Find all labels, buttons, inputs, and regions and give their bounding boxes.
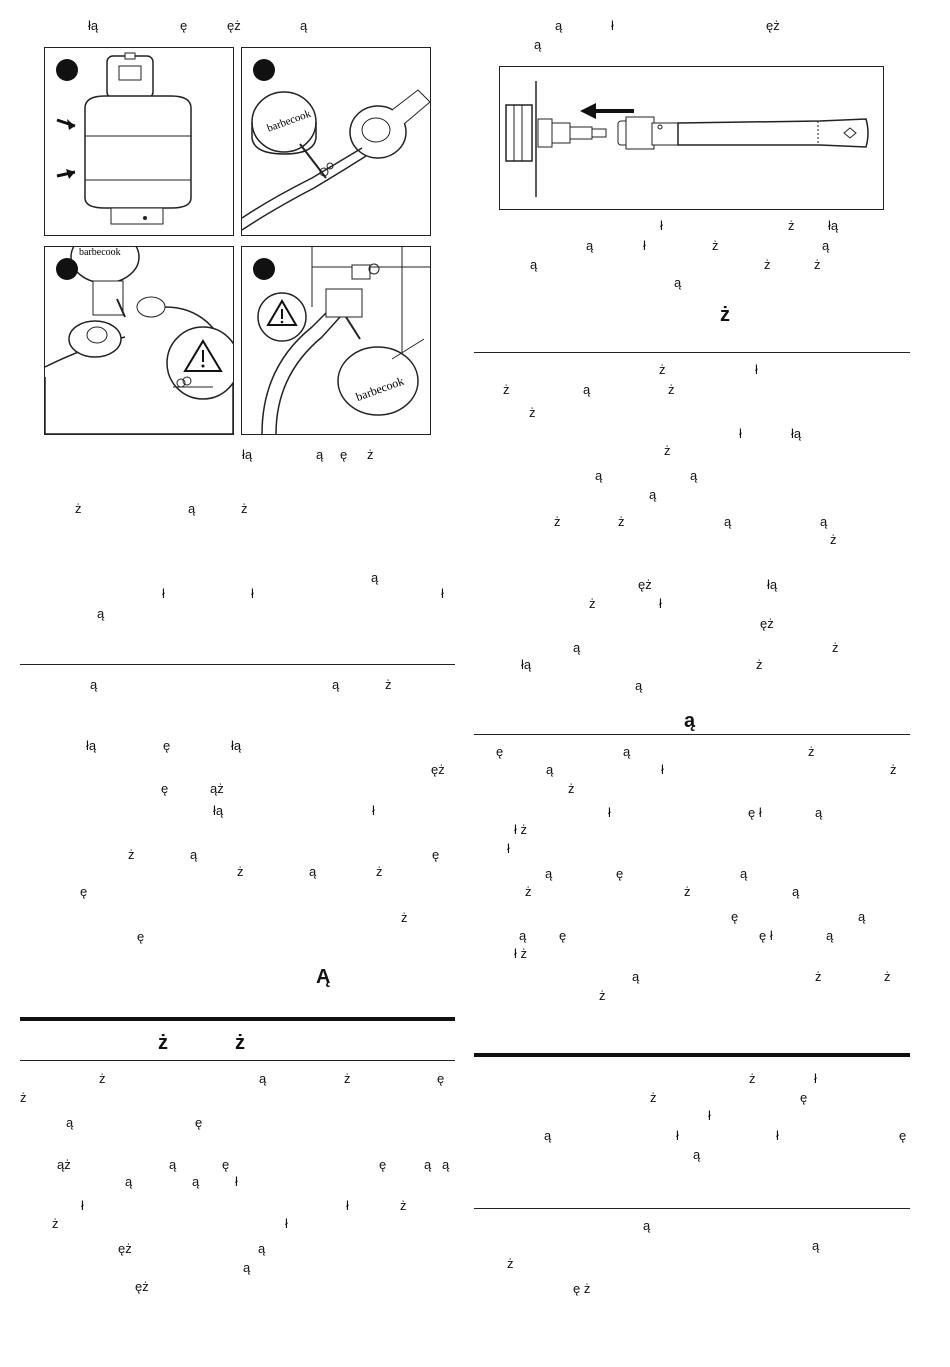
text-fragment: ż <box>650 1090 657 1105</box>
text-fragment: ł <box>608 805 611 820</box>
text-fragment: ą <box>169 1157 177 1172</box>
text-fragment: ą <box>259 1071 267 1086</box>
text-fragment: ę ł <box>759 928 773 943</box>
text-fragment: ą <box>740 866 748 881</box>
text-fragment: ą <box>623 744 631 759</box>
text-fragment: ą <box>188 501 196 516</box>
text-fragment: ą <box>815 805 823 820</box>
text-fragment: ą <box>519 928 527 943</box>
text-fragment: ł <box>643 238 646 253</box>
text-fragment: ł <box>708 1108 711 1123</box>
text-fragment: ż <box>554 514 561 529</box>
text-fragment: ł <box>755 362 758 377</box>
brand-text: barbecook <box>265 107 313 135</box>
text-fragment: ęż <box>766 18 780 33</box>
text-fragment: ż <box>20 1090 27 1105</box>
section-divider <box>474 1208 910 1209</box>
text-fragment: ł <box>611 18 614 33</box>
text-fragment: ą <box>546 762 554 777</box>
text-fragment: ł <box>659 596 662 611</box>
text-fragment: ą <box>632 969 640 984</box>
text-fragment: ł <box>235 1174 238 1189</box>
illustration-regulator-warning <box>44 246 234 435</box>
text-fragment: ą <box>316 447 324 462</box>
text-fragment: ę <box>437 1071 445 1086</box>
text-fragment: ż <box>808 744 815 759</box>
text-fragment: ł <box>372 803 375 818</box>
text-fragment: łą <box>828 218 839 233</box>
text-fragment: ż <box>589 596 596 611</box>
text-fragment: łą <box>88 18 99 33</box>
text-fragment: ł <box>346 1198 349 1213</box>
text-fragment: ę <box>180 18 188 33</box>
text-fragment: ż <box>814 257 821 272</box>
illustration-hose-connection-warning <box>241 246 431 435</box>
text-fragment: ą <box>826 928 834 943</box>
text-fragment: ą <box>544 1128 552 1143</box>
text-fragment: ą <box>693 1147 701 1162</box>
section-heading: ż <box>720 304 730 326</box>
text-fragment: łą <box>86 738 97 753</box>
text-fragment: ł <box>162 586 165 601</box>
text-fragment: ę ż <box>573 1281 591 1296</box>
text-fragment: ą <box>190 847 198 862</box>
text-fragment: ż <box>385 677 392 692</box>
text-fragment: ą <box>424 1157 432 1172</box>
text-fragment: ż <box>568 781 575 796</box>
text-fragment: ę <box>559 928 567 943</box>
text-fragment: ę <box>379 1157 387 1172</box>
text-fragment: łą <box>231 738 242 753</box>
text-fragment: ł <box>285 1216 288 1231</box>
section-divider <box>20 1060 455 1061</box>
brand-text: barbecook <box>79 247 121 258</box>
text-fragment: ęż <box>135 1279 149 1294</box>
text-fragment: ł <box>776 1128 779 1143</box>
text-fragment: ę <box>340 447 348 462</box>
text-fragment: ąż <box>57 1157 71 1172</box>
text-fragment: ęż <box>760 616 774 631</box>
text-fragment: ę <box>222 1157 230 1172</box>
text-fragment: ą <box>258 1241 266 1256</box>
text-fragment: ł <box>81 1198 84 1213</box>
text-fragment: ąż <box>210 781 224 796</box>
text-fragment: ą <box>90 677 98 692</box>
text-fragment: ęż <box>227 18 241 33</box>
text-fragment: ą <box>125 1174 133 1189</box>
text-fragment: ą <box>555 18 563 33</box>
text-fragment: ą <box>822 238 830 253</box>
text-fragment: ł <box>676 1128 679 1143</box>
section-divider <box>474 734 910 735</box>
text-fragment: ą <box>192 1174 200 1189</box>
section-divider-thick <box>20 1017 455 1021</box>
text-fragment: ą <box>643 1218 651 1233</box>
text-fragment: ę ł <box>748 805 762 820</box>
text-fragment: ęż <box>638 577 652 592</box>
text-fragment: łą <box>213 803 224 818</box>
text-fragment: ż <box>507 1256 514 1271</box>
text-fragment: ą <box>674 275 682 290</box>
text-fragment: łą <box>242 447 253 462</box>
text-fragment: ą <box>300 18 308 33</box>
text-fragment: ż <box>503 382 510 397</box>
text-fragment: ł <box>739 426 742 441</box>
text-fragment: ą <box>332 677 340 692</box>
text-fragment: ę <box>195 1115 203 1130</box>
text-fragment: ę <box>731 909 739 924</box>
text-fragment: ę <box>899 1128 907 1143</box>
text-fragment: ą <box>97 606 105 621</box>
section-heading: ą <box>684 710 696 732</box>
text-fragment: ż <box>684 884 691 899</box>
section-divider <box>20 664 455 665</box>
text-fragment: ż <box>830 532 837 547</box>
text-fragment: ł <box>507 841 510 856</box>
text-fragment: ż <box>75 501 82 516</box>
text-fragment: ą <box>635 678 643 693</box>
illustration-burner-tube <box>499 66 884 210</box>
text-fragment: ż <box>525 884 532 899</box>
text-fragment: ą <box>792 884 800 899</box>
text-fragment: ą <box>724 514 732 529</box>
text-fragment: ł ż <box>514 946 527 961</box>
text-fragment: ż <box>668 382 675 397</box>
text-fragment: ż <box>99 1071 106 1086</box>
text-fragment: ż <box>832 640 839 655</box>
text-fragment: ą <box>66 1115 74 1130</box>
text-fragment: ż <box>890 762 897 777</box>
text-fragment: ą <box>812 1238 820 1253</box>
text-fragment: ą <box>243 1260 251 1275</box>
text-fragment: ę <box>432 847 440 862</box>
text-fragment: łą <box>791 426 802 441</box>
text-fragment: ż <box>599 988 606 1003</box>
text-fragment: ż <box>401 910 408 925</box>
text-fragment: łą <box>767 577 778 592</box>
text-fragment: ę <box>616 866 624 881</box>
text-fragment: ą <box>545 866 553 881</box>
text-fragment: ż <box>884 969 891 984</box>
text-fragment: ęż <box>431 762 445 777</box>
text-fragment: ą <box>573 640 581 655</box>
section-heading: Ą <box>316 966 331 988</box>
section-heading: ż <box>235 1032 245 1054</box>
text-fragment: ł <box>660 218 663 233</box>
text-fragment: ż <box>618 514 625 529</box>
text-fragment: ż <box>344 1071 351 1086</box>
illustration-leak-test-brush <box>241 47 431 236</box>
text-fragment: ł <box>251 586 254 601</box>
text-fragment: ż <box>400 1198 407 1213</box>
text-fragment: ż <box>749 1071 756 1086</box>
text-fragment: ę <box>800 1090 808 1105</box>
section-divider <box>474 352 910 353</box>
text-fragment: ł <box>441 586 444 601</box>
text-fragment: ą <box>858 909 866 924</box>
text-fragment: łą <box>521 657 532 672</box>
text-fragment: ż <box>237 864 244 879</box>
text-fragment: ę <box>80 884 88 899</box>
text-fragment: ż <box>764 257 771 272</box>
section-heading: ż <box>158 1032 168 1054</box>
text-fragment: ż <box>529 405 536 420</box>
text-fragment: ł <box>661 762 664 777</box>
text-fragment: ż <box>815 969 822 984</box>
text-fragment: ą <box>586 238 594 253</box>
text-fragment: ż <box>376 864 383 879</box>
text-fragment: ł ż <box>514 822 527 837</box>
text-fragment: ą <box>649 487 657 502</box>
illustration-gas-bottle <box>44 47 234 236</box>
text-fragment: ł <box>814 1071 817 1086</box>
text-fragment: ą <box>371 570 379 585</box>
text-fragment: ż <box>712 238 719 253</box>
text-fragment: ż <box>52 1216 59 1231</box>
text-fragment: ą <box>690 468 698 483</box>
text-fragment: ę <box>161 781 169 796</box>
section-divider-thick <box>474 1053 910 1057</box>
text-fragment: ż <box>664 443 671 458</box>
text-fragment: ż <box>128 847 135 862</box>
text-fragment: ż <box>788 218 795 233</box>
text-fragment: ę <box>496 744 504 759</box>
text-fragment: ą <box>442 1157 450 1172</box>
text-fragment: ą <box>530 257 538 272</box>
text-fragment: ą <box>534 37 542 52</box>
text-fragment: ż <box>241 501 248 516</box>
text-fragment: ż <box>756 657 763 672</box>
text-fragment: ą <box>309 864 317 879</box>
text-fragment: ż <box>659 362 666 377</box>
brand-text: barbecook <box>353 373 406 404</box>
text-fragment: ą <box>820 514 828 529</box>
text-fragment: ę <box>137 929 145 944</box>
text-fragment: ą <box>595 468 603 483</box>
text-fragment: ż <box>367 447 374 462</box>
text-fragment: ą <box>583 382 591 397</box>
text-fragment: ę <box>163 738 171 753</box>
text-fragment: ęż <box>118 1241 132 1256</box>
